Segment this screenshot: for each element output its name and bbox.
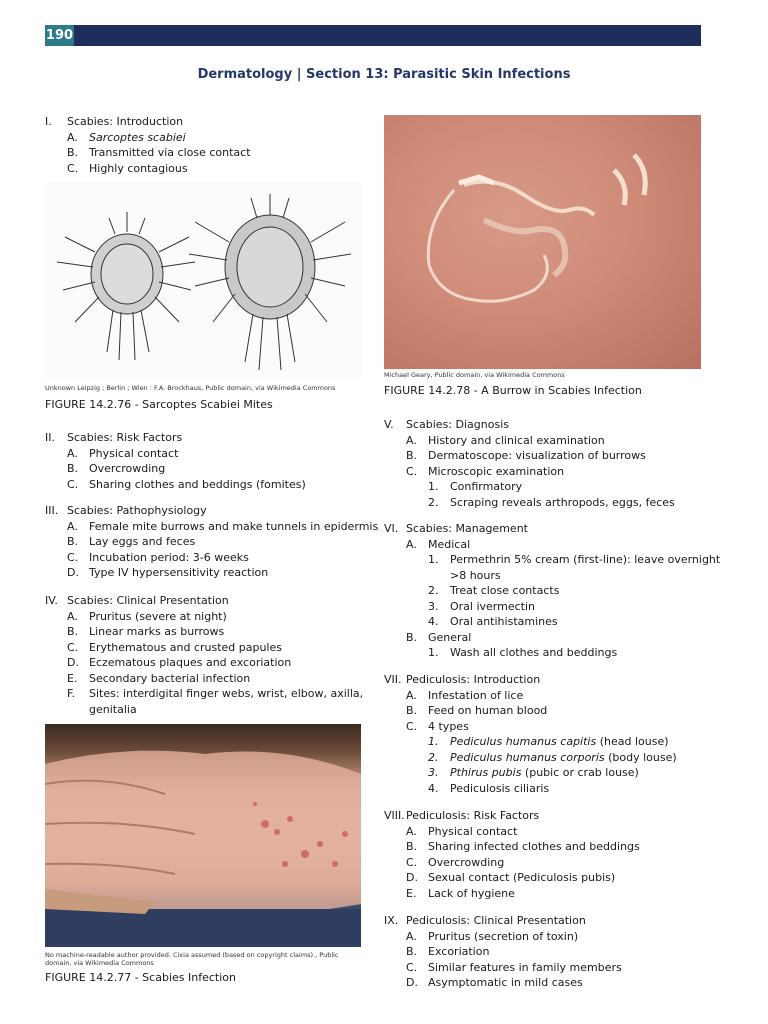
- list-item: Type IV hypersensitivity reaction: [89, 566, 269, 579]
- item-letter: D.: [67, 656, 79, 669]
- section-heading: Scabies: Diagnosis: [406, 418, 509, 431]
- list-item: Wash all clothes and beddings: [450, 646, 618, 659]
- list-item-continuation: genitalia: [89, 702, 137, 716]
- list-item: Infestation of lice: [428, 688, 524, 702]
- section-heading: Pediculosis: Risk Factors: [406, 809, 540, 822]
- list-item: Linear marks as burrows: [89, 625, 225, 638]
- item-letter: E.: [406, 886, 417, 900]
- species-name: Pthirus pubis: [450, 766, 522, 779]
- figure-caption: FIGURE 14.2.76 - Sarcoptes Scabiei Mites: [45, 398, 273, 411]
- list-item: Sharing clothes and beddings (fomites): [89, 477, 306, 491]
- mites-illustration: [45, 182, 361, 380]
- item-letter: B.: [406, 840, 418, 853]
- section-heading: Scabies: Management: [406, 522, 528, 535]
- list-item: Asymptomatic in mild cases: [428, 976, 583, 989]
- hand-photo-detail: [45, 724, 361, 947]
- section-heading: Scabies: Clinical Presentation: [67, 594, 229, 607]
- section-scabies-clinical: [45, 593, 363, 717]
- item-letter: B.: [67, 146, 79, 159]
- figure-credit: Michael Geary, Public domain, via Wikimedia Commons: [384, 371, 565, 379]
- item-letter: B.: [67, 625, 79, 638]
- figure-credit: No machine-readable author provided. Cixia assumed (based on copyright claims)., Public domain, via Wikimedia Commons: [45, 951, 339, 967]
- list-item: Lay eggs and feces: [89, 535, 196, 548]
- sarcoptes-mites-figure: [45, 182, 361, 380]
- item-letter: B.: [67, 462, 79, 475]
- species-name: Pediculus humanus corporis: [450, 750, 605, 764]
- list-item: Pediculosis ciliaris: [450, 781, 550, 795]
- item-letter: A.: [406, 824, 417, 838]
- item-letter: C.: [406, 960, 418, 974]
- list-item: Female mite burrows and make tunnels in epidermis: [89, 519, 379, 533]
- section-number: VI.: [384, 522, 399, 535]
- list-item: Pruritus (secretion of toxin): [428, 929, 579, 943]
- list-item: Lack of hygiene: [428, 886, 515, 900]
- list-item: Pruritus (severe at night): [89, 609, 227, 623]
- section-heading: Pediculosis: Clinical Presentation: [406, 914, 586, 927]
- burrow-photo-detail: [384, 115, 701, 369]
- item-letter: D.: [67, 566, 79, 579]
- figure-caption: FIGURE 14.2.77 - Scabies Infection: [45, 971, 236, 984]
- list-item: Highly contagious: [89, 161, 188, 175]
- scabies-hand-photo: [45, 724, 361, 947]
- section-scabies-risk: [45, 430, 306, 492]
- item-letter: C.: [67, 550, 79, 564]
- section-number: V.: [384, 418, 394, 431]
- list-item: Overcrowding: [89, 462, 166, 475]
- section-number: VIII.: [384, 809, 405, 822]
- item-letter: B.: [67, 535, 79, 548]
- item-letter: F.: [67, 687, 76, 700]
- section-heading: Pediculosis: Introduction: [406, 673, 541, 686]
- list-item-continuation: >8 hours: [450, 568, 501, 582]
- list-item: Sarcoptes scabiei: [89, 130, 186, 144]
- figure-caption: FIGURE 14.2.78 - A Burrow in Scabies Infection: [384, 384, 642, 397]
- section-scabies-intro: [45, 114, 251, 176]
- list-item: Sexual contact (Pediculosis pubis): [428, 871, 616, 884]
- scabies-burrow-photo: [384, 115, 701, 369]
- item-letter: B.: [406, 945, 418, 958]
- item-letter: C.: [406, 855, 418, 869]
- item-letter: C.: [67, 640, 79, 654]
- list-item: Incubation period: 3-6 weeks: [89, 550, 249, 564]
- list-item: Excoriation: [428, 945, 490, 958]
- item-letter: C.: [67, 477, 79, 491]
- section-number: I.: [45, 115, 52, 128]
- section-heading: Scabies: Introduction: [67, 115, 184, 128]
- species-name: Pediculus humanus capitis: [450, 735, 597, 748]
- list-item: (head louse): [596, 735, 669, 748]
- section-number: VII.: [384, 673, 402, 686]
- section-heading: Scabies: Pathophysiology: [67, 504, 207, 517]
- list-item: Confirmatory: [450, 480, 523, 493]
- list-item: (pubic or crab louse): [521, 766, 639, 779]
- section-number: IX.: [384, 914, 399, 927]
- section-number: II.: [45, 431, 55, 444]
- section-scabies-diagnosis: V. Scabies: Diagnosis A. History and clinical examination B. Dermatoscope: visualization of burrows C. Microscopic examination 1. Confirmatory 2. Scraping reveals arthropods, eggs, feces: [384, 418, 675, 509]
- list-item: Feed on human blood: [428, 704, 548, 717]
- list-item: Transmitted via close contact: [89, 146, 251, 159]
- section-scabies-pathophysiology: [45, 503, 378, 581]
- section-heading: Scabies: Risk Factors: [67, 431, 183, 444]
- list-item: Similar features in family members: [428, 960, 622, 974]
- list-item: Overcrowding: [428, 855, 505, 869]
- list-item: Eczematous plaques and excoriation: [89, 656, 292, 669]
- item-letter: D.: [406, 871, 418, 884]
- list-item: (body louse): [604, 750, 677, 764]
- list-item: Erythematous and crusted papules: [89, 640, 282, 654]
- list-item: Secondary bacterial infection: [89, 671, 251, 685]
- figure-credit: Unknown Leipzig ; Berlin ; Wien : F.A. Brockhaus, Public domain, via Wikimedia Commons: [45, 384, 336, 392]
- item-letter: E.: [67, 671, 78, 685]
- list-item: Permethrin 5% cream (first-line): leave overnight: [450, 553, 721, 566]
- list-item: Microscopic examination: [428, 464, 565, 478]
- list-item: Dermatoscope: visualization of burrows: [428, 449, 646, 462]
- section-pediculosis-risk: [384, 808, 640, 901]
- section-pediculosis-intro: VII. Pediculosis: Introduction A. Infestation of lice B. Feed on human blood C. 4 types 1. Pediculus humanus capitis (head louse) 2. Pediculus humanus corporis (body louse) 3. Pthirus pubis (pubic or crab louse) 4. Pediculosis ciliaris: [384, 673, 677, 795]
- item-letter: D.: [406, 976, 418, 989]
- list-item: General: [428, 630, 472, 644]
- page-number: 190: [45, 25, 74, 46]
- item-letter: A.: [406, 929, 417, 943]
- item-letter: A.: [67, 130, 78, 144]
- section-number: IV.: [45, 594, 58, 607]
- list-item: Scraping reveals arthropods, eggs, feces: [450, 495, 675, 509]
- list-item: History and clinical examination: [428, 433, 605, 447]
- list-item: Treat close contacts: [450, 584, 560, 597]
- item-letter: A.: [67, 609, 78, 623]
- list-item: Sharing infected clothes and beddings: [428, 840, 640, 853]
- section-pediculosis-clinical: [384, 913, 622, 991]
- header-bar: [45, 25, 701, 46]
- list-item: Sites: interdigital finger webs, wrist, elbow, axilla,: [89, 687, 364, 700]
- list-item: Medical: [428, 537, 471, 551]
- list-item: 4 types: [428, 719, 469, 733]
- page-title: Dermatology | Section 13: Parasitic Skin Infections: [197, 67, 571, 82]
- list-item: Oral antihistamines: [450, 615, 558, 628]
- section-number: III.: [45, 504, 59, 517]
- section-scabies-management: VI. Scabies: Management A. Medical 1. Permethrin 5% cream (first-line): leave overnight >8 hours 2. Treat close contacts 3. Oral ivermectin 4. Oral antihistamines B. General 1. Wash all clothes and beddings: [384, 522, 721, 659]
- item-letter: A.: [67, 446, 78, 460]
- list-item: Physical contact: [428, 824, 518, 838]
- list-item: Physical contact: [89, 446, 179, 460]
- item-letter: A.: [67, 519, 78, 533]
- item-letter: C.: [67, 161, 79, 175]
- list-item: Oral ivermectin: [450, 599, 536, 613]
